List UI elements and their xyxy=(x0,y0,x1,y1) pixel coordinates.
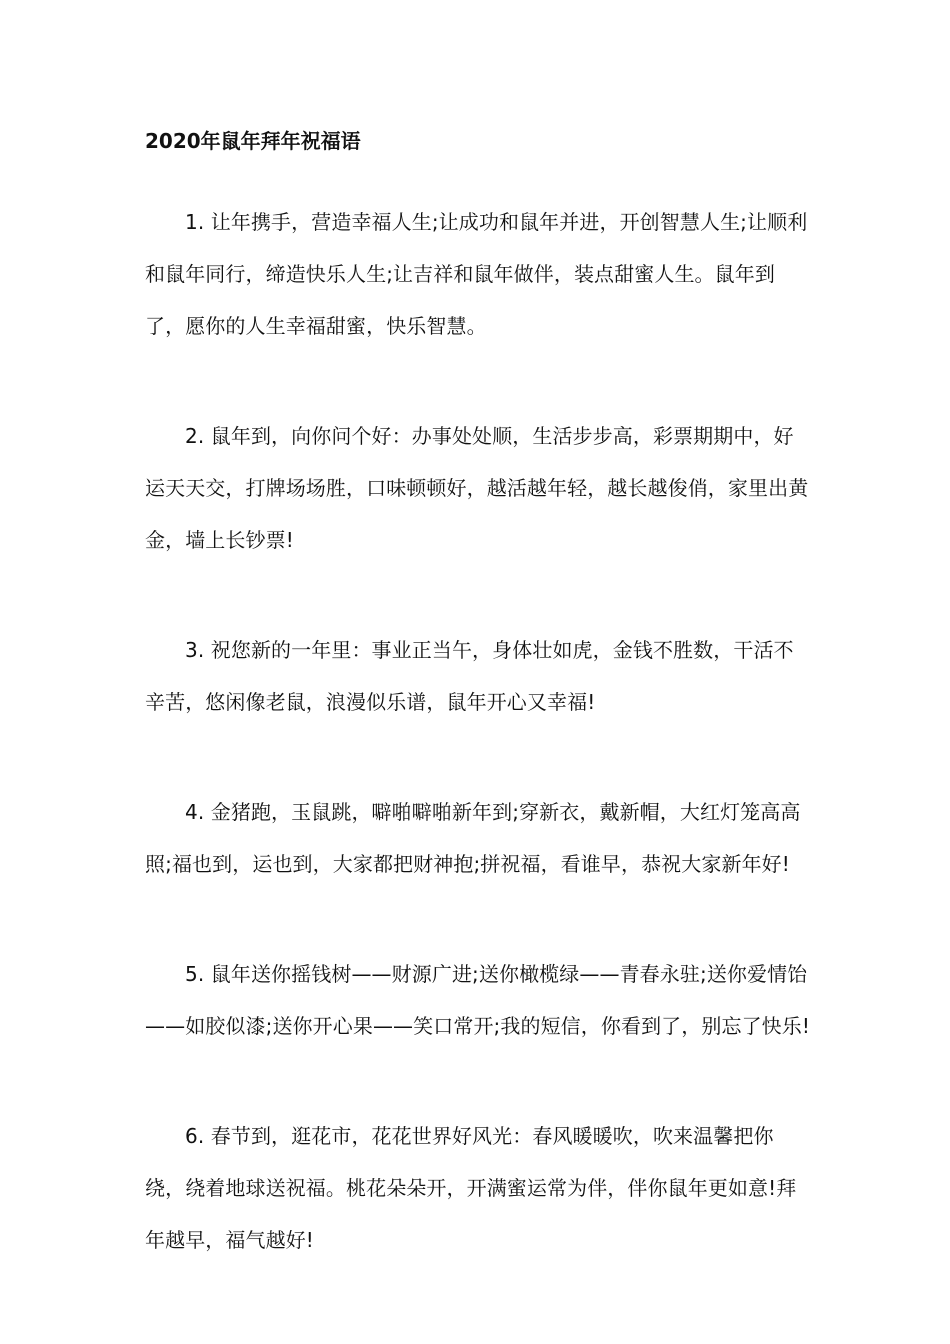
paragraph-4: 4. 金猪跑，玉鼠跳，噼啪噼啪新年到;穿新衣，戴新帽，大红灯笼高高照;福也到，运也到，大家都把财神抱;拼祝福，看谁早，恭祝大家新年好! xyxy=(145,800,801,876)
document-body xyxy=(145,196,810,1324)
document-title: 2020年鼠年拜年祝福语 xyxy=(145,129,361,153)
paragraph-1: 1. 让年携手，营造幸福人生;让成功和鼠年并进，开创智慧人生;让顺利和鼠年同行，缔造快乐人生;让吉祥和鼠年做伴，装点甜蜜人生。鼠年到了，愿你的人生幸福甜蜜，快乐智慧。 xyxy=(145,210,808,338)
paragraph-5: 5. 鼠年送你摇钱树——财源广进;送你橄榄绿——青春永驻;送你爱情饴——如胶似漆;送你开心果——笑口常开;我的短信，你看到了，别忘了快乐! xyxy=(145,962,810,1038)
paragraph-3: 3. 祝您新的一年里：事业正当午，身体壮如虎，金钱不胜数，干活不辛苦，悠闲像老鼠，浪漫似乐谱，鼠年开心又幸福! xyxy=(145,638,794,714)
paragraph-6: 6. 春节到，逛花市，花花世界好风光：春风暖暖吹，吹来温馨把你绕，绕着地球送祝福。桃花朵朵开，开满蜜运常为伴，伴你鼠年更如意!拜年越早，福气越好! xyxy=(145,1124,797,1252)
paragraph-2: 2. 鼠年到，向你问个好：办事处处顺，生活步步高，彩票期期中，好运天天交，打牌场场胜，口味顿顿好，越活越年轻，越长越俊俏，家里出黄金，墙上长钞票! xyxy=(145,424,809,552)
